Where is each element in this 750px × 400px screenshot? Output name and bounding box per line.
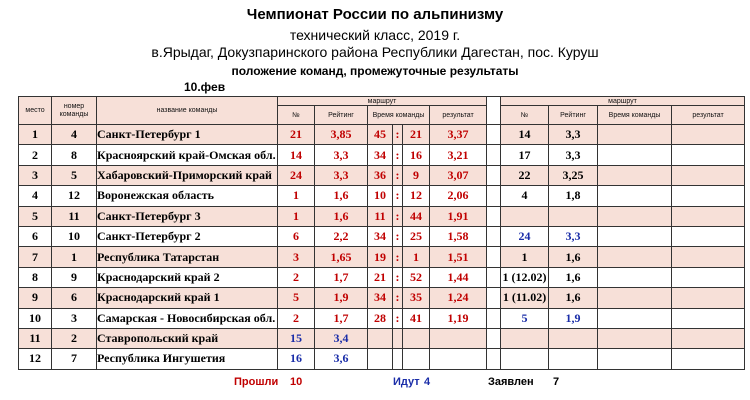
header-result: результат [430,106,487,125]
table-row [19,328,745,348]
going-label: Идут [393,376,420,388]
cell-route1-minutes: 9 [403,165,430,185]
cell-route1-no: 24 [278,165,315,185]
cell-route2-result [672,247,745,267]
cell-team-name: Республика Ингушетия [97,349,278,369]
cell-team-name: Краснодарский край 1 [97,288,278,308]
cell-route1-minutes: 44 [403,206,430,226]
cell-team-number: 6 [52,288,97,308]
cell-route2-rating: 1,6 [549,267,598,287]
header-rating-2: Рейтинг [549,106,598,125]
cell-route2-no: 17 [501,145,549,165]
cell-route1-hours: 36 [368,165,393,185]
cell-gap [487,308,501,328]
cell-route2-no: 1 (11.02) [501,288,549,308]
table-row [19,267,745,287]
cell-gap [487,267,501,287]
location-line: в.Ярыдаг, Докузпаринского района Республики Дагестан, пос. Куруш [151,44,599,60]
cell-route2-no: 1 [501,247,549,267]
cell-route1-rating: 1,6 [315,186,368,206]
cell-team-number: 10 [52,226,97,246]
table-row [19,349,745,369]
cell-route1-result: 1,91 [430,206,487,226]
cell-place: 10 [19,308,52,328]
table-row [19,288,745,308]
cell-gap [487,247,501,267]
table-row [19,206,745,226]
cell-route1-time-sep: : [393,247,403,267]
cell-place: 5 [19,206,52,226]
cell-route1-time-sep: : [393,165,403,185]
cell-route1-hours: 11 [368,206,393,226]
cell-place: 1 [19,125,52,145]
header-rating: Рейтинг [315,106,368,125]
cell-route1-time-sep: : [393,125,403,145]
cell-route1-result: 1,58 [430,226,487,246]
cell-route1-time-sep [393,349,403,369]
cell-route2-no [501,206,549,226]
cell-route1-result: 2,06 [430,186,487,206]
cell-route1-no: 21 [278,125,315,145]
cell-route1-time-sep: : [393,226,403,246]
cell-route2-no: 1 (12.02) [501,267,549,287]
table-row [19,186,745,206]
cell-route1-time-sep [393,328,403,348]
cell-team-name: Хабаровский-Приморский край [97,165,278,185]
cell-team-number: 3 [52,308,97,328]
cell-route1-time-sep: : [393,206,403,226]
cell-route2-rating: 3,25 [549,165,598,185]
cell-team-name: Санкт-Петербург 3 [97,206,278,226]
cell-route2-time [598,288,672,308]
cell-route1-rating: 1,7 [315,308,368,328]
cell-route1-hours: 34 [368,145,393,165]
cell-route1-minutes: 1 [403,247,430,267]
cell-team-name: Республика Татарстан [97,247,278,267]
cell-route1-minutes: 21 [403,125,430,145]
going-value: 4 [424,376,431,388]
cell-team-number: 5 [52,165,97,185]
cell-gap [487,125,501,145]
cell-team-number: 11 [52,206,97,226]
cell-place: 9 [19,288,52,308]
cell-route1-rating: 2,2 [315,226,368,246]
cell-route1-no: 2 [278,267,315,287]
cell-route1-hours: 45 [368,125,393,145]
cell-route1-rating: 1,65 [315,247,368,267]
cell-route1-minutes: 12 [403,186,430,206]
cell-route1-result [430,349,487,369]
cell-route2-rating: 1,6 [549,288,598,308]
declared-value: 7 [553,376,560,388]
cell-route1-rating: 3,6 [315,349,368,369]
cell-place: 11 [19,328,52,348]
cell-route1-rating: 3,4 [315,328,368,348]
cell-route2-time [598,165,672,185]
cell-gap [487,186,501,206]
cell-place: 4 [19,186,52,206]
cell-route1-no: 16 [278,349,315,369]
cell-place: 3 [19,165,52,185]
cell-route2-result [672,206,745,226]
cell-route1-time-sep: : [393,288,403,308]
cell-route2-rating [549,349,598,369]
cell-place: 6 [19,226,52,246]
cell-route1-rating: 1,9 [315,288,368,308]
cell-route2-result [672,125,745,145]
cell-team-name: Самарская - Новосибирская обл. [97,308,278,328]
cell-route2-rating [549,206,598,226]
cell-team-name: Санкт-Петербург 2 [97,226,278,246]
cell-route2-time [598,349,672,369]
cell-place: 2 [19,145,52,165]
cell-route1-result: 1,51 [430,247,487,267]
cell-team-number: 2 [52,328,97,348]
cell-place: 12 [19,349,52,369]
cell-route2-rating [549,328,598,348]
passed-value: 10 [290,376,303,388]
cell-route1-hours: 10 [368,186,393,206]
cell-gap [487,328,501,348]
cell-route2-rating: 1,8 [549,186,598,206]
cell-route1-no: 1 [278,206,315,226]
cell-route1-no: 3 [278,247,315,267]
cell-route2-result [672,267,745,287]
cell-route2-no: 5 [501,308,549,328]
cell-route1-time-sep: : [393,267,403,287]
header-route-no-2: № [501,106,549,125]
cell-route2-time [598,308,672,328]
column-gap [487,97,501,125]
cell-route2-rating: 1,6 [549,247,598,267]
date-label: 10.фев [184,80,226,94]
header-place: место [19,97,52,125]
cell-gap [487,226,501,246]
header-route-group-1: маршрут [278,97,487,106]
header-team-name: название команды [97,97,278,125]
table-row [19,125,745,145]
cell-route1-no: 14 [278,145,315,165]
cell-team-name: Красноярский край-Омская обл. [97,145,278,165]
cell-route1-hours: 21 [368,267,393,287]
cell-gap [487,206,501,226]
page-title: Чемпионат России по альпинизму [246,6,504,23]
header-route-group-2: маршрут [501,97,745,106]
cell-route1-no: 15 [278,328,315,348]
cell-route1-minutes: 25 [403,226,430,246]
cell-route1-result: 3,07 [430,165,487,185]
cell-route2-result [672,349,745,369]
cell-route2-no [501,349,549,369]
cell-route2-no [501,328,549,348]
cell-route1-minutes [403,349,430,369]
cell-team-name: Краснодарский край 2 [97,267,278,287]
cell-route2-result [672,226,745,246]
table-row [19,247,745,267]
cell-route2-time [598,328,672,348]
header-team-number: номер команды [52,97,97,125]
cell-route2-result [672,165,745,185]
cell-team-name: Воронежская область [97,186,278,206]
cell-team-number: 4 [52,125,97,145]
cell-route1-rating: 3,85 [315,125,368,145]
cell-route1-rating: 1,6 [315,206,368,226]
cell-route1-hours: 34 [368,288,393,308]
cell-place: 7 [19,247,52,267]
cell-route1-hours [368,328,393,348]
cell-route1-hours: 28 [368,308,393,328]
cell-route1-result: 3,37 [430,125,487,145]
cell-route2-result [672,308,745,328]
cell-route1-time-sep: : [393,186,403,206]
cell-route1-no: 6 [278,226,315,246]
cell-route1-rating: 3,3 [315,165,368,185]
cell-route1-minutes [403,328,430,348]
cell-route2-result [672,328,745,348]
cell-place: 8 [19,267,52,287]
table-row [19,145,745,165]
cell-route2-time [598,226,672,246]
cell-route1-no: 2 [278,308,315,328]
cell-team-number: 8 [52,145,97,165]
cell-route2-time [598,125,672,145]
cell-gap [487,288,501,308]
passed-label: Прошли [234,376,279,388]
cell-route1-rating: 1,7 [315,267,368,287]
cell-route1-result [430,328,487,348]
cell-team-number: 1 [52,247,97,267]
cell-route1-result: 1,44 [430,267,487,287]
cell-route1-result: 1,19 [430,308,487,328]
cell-team-number: 9 [52,267,97,287]
cell-route1-hours: 19 [368,247,393,267]
cell-route2-no: 4 [501,186,549,206]
cell-route2-result [672,288,745,308]
cell-route1-no: 5 [278,288,315,308]
table-row [19,308,745,328]
cell-route2-rating: 3,3 [549,125,598,145]
table-caption: положение команд, промежуточные результаты [231,64,519,78]
table-row [19,165,745,185]
cell-route2-no: 24 [501,226,549,246]
cell-team-number: 12 [52,186,97,206]
declared-label: Заявлен [488,376,534,388]
page-subtitle: технический класс, 2019 г. [289,27,461,43]
cell-route2-result [672,186,745,206]
header-result-2: результат [672,106,745,125]
cell-route1-rating: 3,3 [315,145,368,165]
cell-route2-time [598,247,672,267]
cell-route1-hours [368,349,393,369]
cell-gap [487,349,501,369]
cell-route1-minutes: 35 [403,288,430,308]
cell-team-number: 7 [52,349,97,369]
cell-route2-rating: 3,3 [549,145,598,165]
cell-route2-time [598,145,672,165]
cell-route2-rating: 3,3 [549,226,598,246]
cell-route1-hours: 34 [368,226,393,246]
table-row [19,226,745,246]
cell-route1-result: 3,21 [430,145,487,165]
cell-route1-time-sep: : [393,308,403,328]
cell-route2-no: 22 [501,165,549,185]
header-team-time-2: Время команды [598,106,672,125]
results-table [18,96,745,370]
cell-route2-time [598,186,672,206]
cell-route1-minutes: 16 [403,145,430,165]
cell-route2-time [598,267,672,287]
cell-route1-result: 1,24 [430,288,487,308]
cell-route1-minutes: 52 [403,267,430,287]
cell-route2-result [672,145,745,165]
cell-team-name: Ставропольский край [97,328,278,348]
cell-gap [487,145,501,165]
cell-route1-minutes: 41 [403,308,430,328]
header-team-time: Время команды [368,106,430,125]
cell-gap [487,165,501,185]
cell-route2-time [598,206,672,226]
cell-route2-rating: 1,9 [549,308,598,328]
cell-route1-no: 1 [278,186,315,206]
cell-route1-time-sep: : [393,145,403,165]
cell-route2-no: 14 [501,125,549,145]
cell-team-name: Санкт-Петербург 1 [97,125,278,145]
header-route-no: № [278,106,315,125]
